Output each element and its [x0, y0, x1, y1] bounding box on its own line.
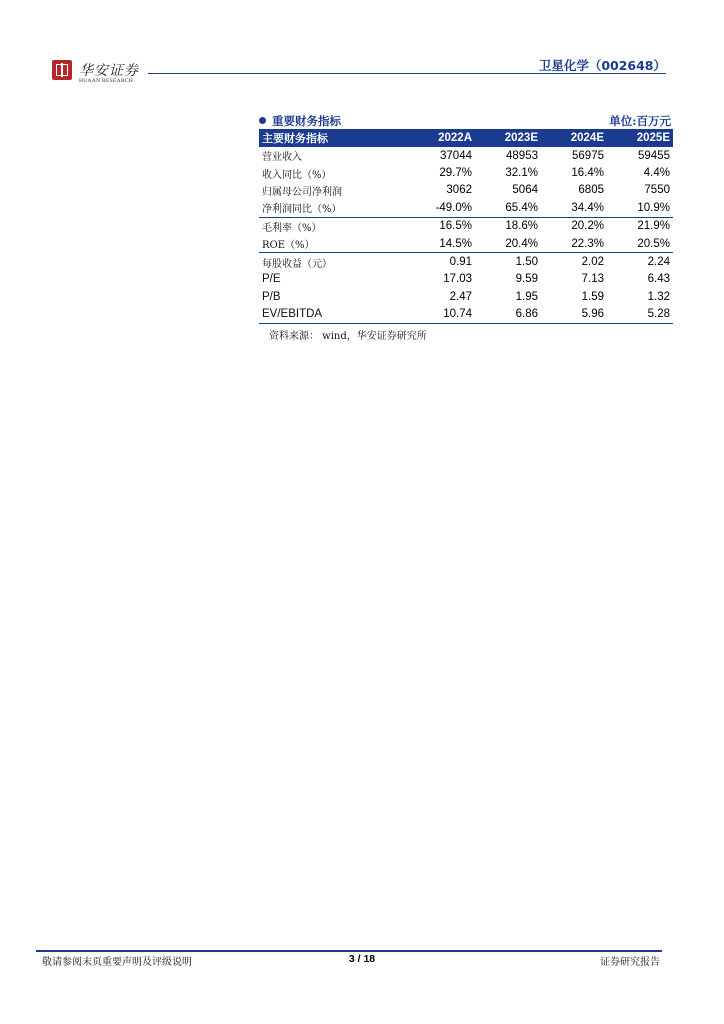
table-row — [259, 147, 673, 164]
column-header: 2025E — [636, 132, 670, 144]
table-cell: 56975 — [572, 149, 604, 162]
header-divider — [148, 73, 666, 74]
table-cell: 16.5% — [439, 220, 472, 233]
table-cell: 10.9% — [607, 199, 673, 217]
table-cell: 20.4% — [475, 235, 541, 253]
table-cell: 22.3% — [541, 235, 607, 253]
footer-divider — [36, 950, 662, 952]
table-row — [259, 253, 673, 271]
table-cell: 37044 — [440, 149, 472, 162]
table-cell: 18.6% — [505, 220, 538, 233]
table-cell: 10.74 — [409, 306, 475, 324]
table-row — [259, 182, 673, 199]
table-cell: 0.91 — [449, 256, 472, 269]
column-header: 2024E — [570, 132, 604, 144]
table-row — [259, 199, 673, 217]
table-row — [259, 306, 673, 324]
logo-seal-icon — [52, 60, 72, 80]
table-cell: 17.03 — [443, 273, 472, 286]
disclaimer-note: 敬请参阅末页重要声明及评级说明 — [42, 957, 192, 968]
table-row — [259, 164, 673, 181]
row-label: P/B — [262, 290, 281, 303]
bullet-icon — [259, 117, 266, 124]
table-cell: 20.5% — [607, 235, 673, 253]
table-row — [259, 235, 673, 253]
table-cell: 5064 — [512, 184, 538, 197]
row-label: 营业收入 — [262, 152, 302, 164]
row-label: 毛利率（%） — [262, 222, 322, 234]
table-cell: 1.59 — [581, 290, 604, 303]
table-cell: 34.4% — [541, 199, 607, 217]
data-source-note: 资料来源： wind，华安证券研究所 — [269, 330, 427, 342]
row-label: 归属母公司净利润 — [262, 186, 342, 198]
section-title — [259, 113, 341, 129]
table-cell: 4.4% — [643, 167, 670, 180]
column-header: 主要财务指标 — [262, 132, 328, 145]
table-cell: 29.7% — [439, 167, 472, 180]
section-title-text: 重要财务指标 — [272, 114, 341, 128]
table-cell: 48953 — [506, 149, 538, 162]
table-cell: 6.43 — [647, 273, 670, 286]
row-label: 净利润同比（%） — [259, 199, 409, 217]
table-cell: 2.02 — [581, 256, 604, 269]
table-row — [259, 288, 673, 305]
table-cell: 7550 — [644, 184, 670, 197]
report-title: 卫星化学（002648） — [538, 58, 666, 73]
table-cell: 3062 — [446, 184, 472, 197]
table-header-row — [259, 129, 673, 147]
table-cell: 5.28 — [607, 306, 673, 324]
table-row — [259, 217, 673, 235]
logo-english-name: HUAAN RESEARCH — [79, 78, 134, 84]
column-header: 2022A — [438, 132, 472, 144]
table-cell: 20.2% — [571, 220, 604, 233]
table-cell: -49.0% — [409, 199, 475, 217]
table-cell: 32.1% — [505, 167, 538, 180]
unit-label: 单位:百万元 — [609, 114, 671, 128]
table-cell: 1.32 — [647, 290, 670, 303]
report-type-label: 证券研究报告 — [600, 957, 660, 968]
page-number: 3 / 18 — [348, 953, 376, 965]
table-cell: 9.59 — [515, 273, 538, 286]
table-cell: 6805 — [578, 184, 604, 197]
logo-chinese-name: 华安证券 — [79, 63, 139, 79]
financial-table — [259, 129, 673, 324]
table-cell: 21.9% — [637, 220, 670, 233]
table-cell: 1.95 — [515, 290, 538, 303]
table-cell: 7.13 — [581, 273, 604, 286]
table-cell: 65.4% — [475, 199, 541, 217]
table-row — [259, 271, 673, 288]
table-cell: 6.86 — [475, 306, 541, 324]
table-cell: 14.5% — [409, 235, 475, 253]
row-label: 收入同比（%） — [262, 169, 332, 181]
table-cell: 16.4% — [571, 167, 604, 180]
table-cell: 2.47 — [449, 290, 472, 303]
row-label: 每股收益（元） — [262, 258, 332, 270]
page-header — [0, 0, 724, 90]
table-cell: 59455 — [638, 149, 670, 162]
column-header: 2023E — [504, 132, 538, 144]
table-cell: 5.96 — [541, 306, 607, 324]
financial-indicators-section — [259, 112, 673, 342]
row-label: ROE（%） — [259, 235, 409, 253]
table-cell: 1.50 — [515, 256, 538, 269]
table-cell: 2.24 — [647, 256, 670, 269]
row-label: EV/EBITDA — [259, 306, 409, 324]
row-label: P/E — [262, 273, 281, 286]
